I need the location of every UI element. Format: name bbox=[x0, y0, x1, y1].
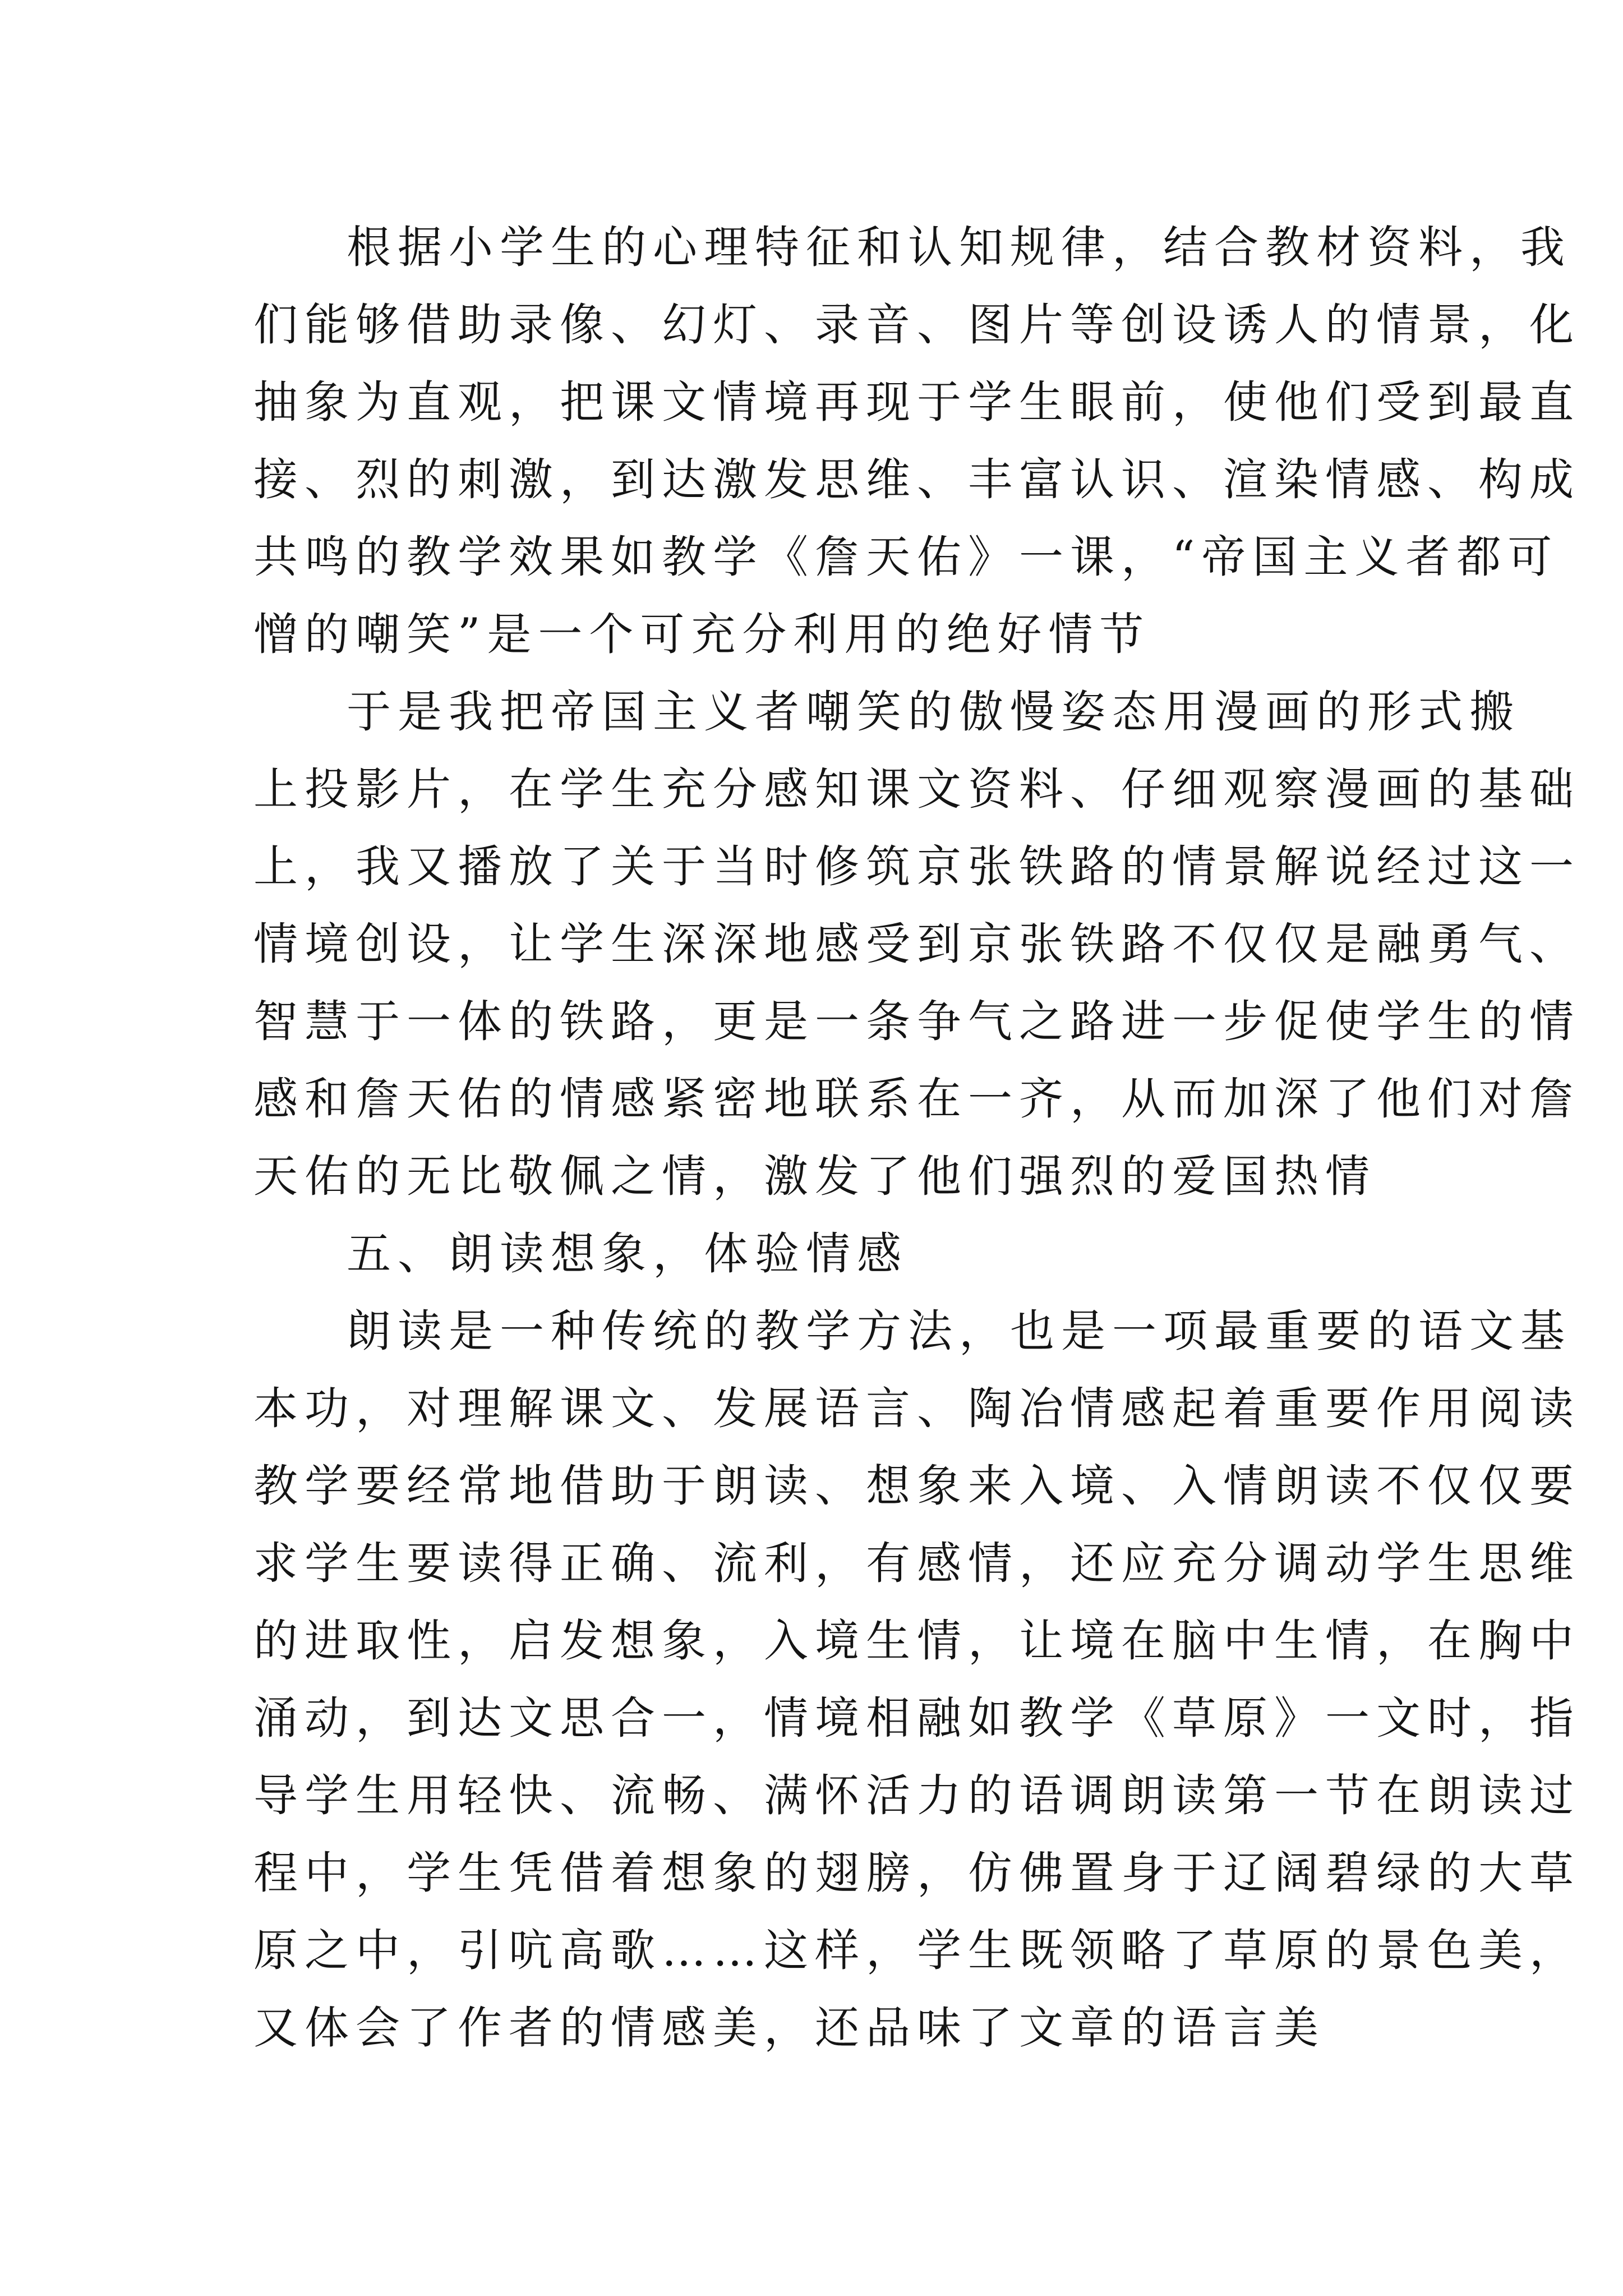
paragraph-1-line-3: 抽象为直观，把课文情境再现于学生眼前，使他们受到最直 bbox=[253, 376, 1580, 428]
paragraph-1-line-1: 根据小学生的心理特征和认知规律，结合教材资料，我 bbox=[347, 222, 1571, 273]
paragraph-3-line-9: 原之中，引吭高歌……这样，学生既领略了草原的景色美， bbox=[253, 1925, 1580, 1976]
paragraph-2-line-2: 上投影片，在学生充分感知课文资料、仔细观察漫画的基础 bbox=[253, 763, 1580, 815]
paragraph-2-line-1: 于是我把帝国主义者嘲笑的傲慢姿态用漫画的形式搬 bbox=[347, 686, 1520, 738]
paragraph-3-line-8: 程中，学生凭借着想象的翅膀，仿佛置身于辽阔碧绿的大草 bbox=[253, 1847, 1580, 1899]
paragraph-1-line-6: 憎的嘲笑”是一个可充分利用的绝好情节 bbox=[253, 609, 1151, 660]
paragraph-2-line-4: 情境创设，让学生深深地感受到京张铁路不仅仅是融勇气、 bbox=[253, 918, 1580, 970]
paragraph-2-line-6: 感和詹天佑的情感紧密地联系在一齐，从而加深了他们对詹 bbox=[253, 1073, 1580, 1125]
paragraph-3-line-4: 求学生要读得正确、流利，有感情，还应充分调动学生思维 bbox=[253, 1538, 1580, 1589]
paragraph-3-line-2: 本功，对理解课文、发展语言、陶冶情感起着重要作用阅读 bbox=[253, 1383, 1580, 1434]
paragraph-1-line-2: 们能够借助录像、幻灯、录音、图片等创设诱人的情景，化 bbox=[253, 299, 1580, 351]
paragraph-3-line-5: 的进取性，启发想象，入境生情，让境在脑中生情，在胸中 bbox=[253, 1615, 1580, 1667]
paragraph-1-line-5: 共鸣的教学效果如教学《詹天佑》一课，“帝国主义者都可 bbox=[253, 531, 1559, 583]
paragraph-1-line-4: 接、烈的刺激，到达激发思维、丰富认识、渲染情感、构成 bbox=[253, 454, 1580, 505]
paragraph-2-line-3: 上，我又播放了关于当时修筑京张铁路的情景解说经过这一 bbox=[253, 841, 1580, 892]
paragraph-2-line-5: 智慧于一体的铁路，更是一条争气之路进一步促使学生的情 bbox=[253, 996, 1580, 1047]
document-body bbox=[253, 209, 1580, 2067]
paragraph-3-line-3: 教学要经常地借助于朗读、想象来入境、入情朗读不仅仅要 bbox=[253, 1460, 1580, 1512]
paragraph-2-line-7: 天佑的无比敬佩之情，激发了他们强烈的爱国热情 bbox=[253, 1151, 1376, 1202]
paragraph-3-line-6: 涌动，到达文思合一，情境相融如教学《草原》一文时，指 bbox=[253, 1692, 1580, 1744]
section-heading: 五、朗读想象，体验情感 bbox=[347, 1228, 908, 1280]
paragraph-3-line-7: 导学生用轻快、流畅、满怀活力的语调朗读第一节在朗读过 bbox=[253, 1770, 1580, 1821]
paragraph-3-line-10: 又体会了作者的情感美，还品味了文章的语言美 bbox=[253, 2002, 1325, 2054]
paragraph-3-line-1: 朗读是一种传统的教学方法，也是一项最重要的语文基 bbox=[347, 1305, 1571, 1357]
